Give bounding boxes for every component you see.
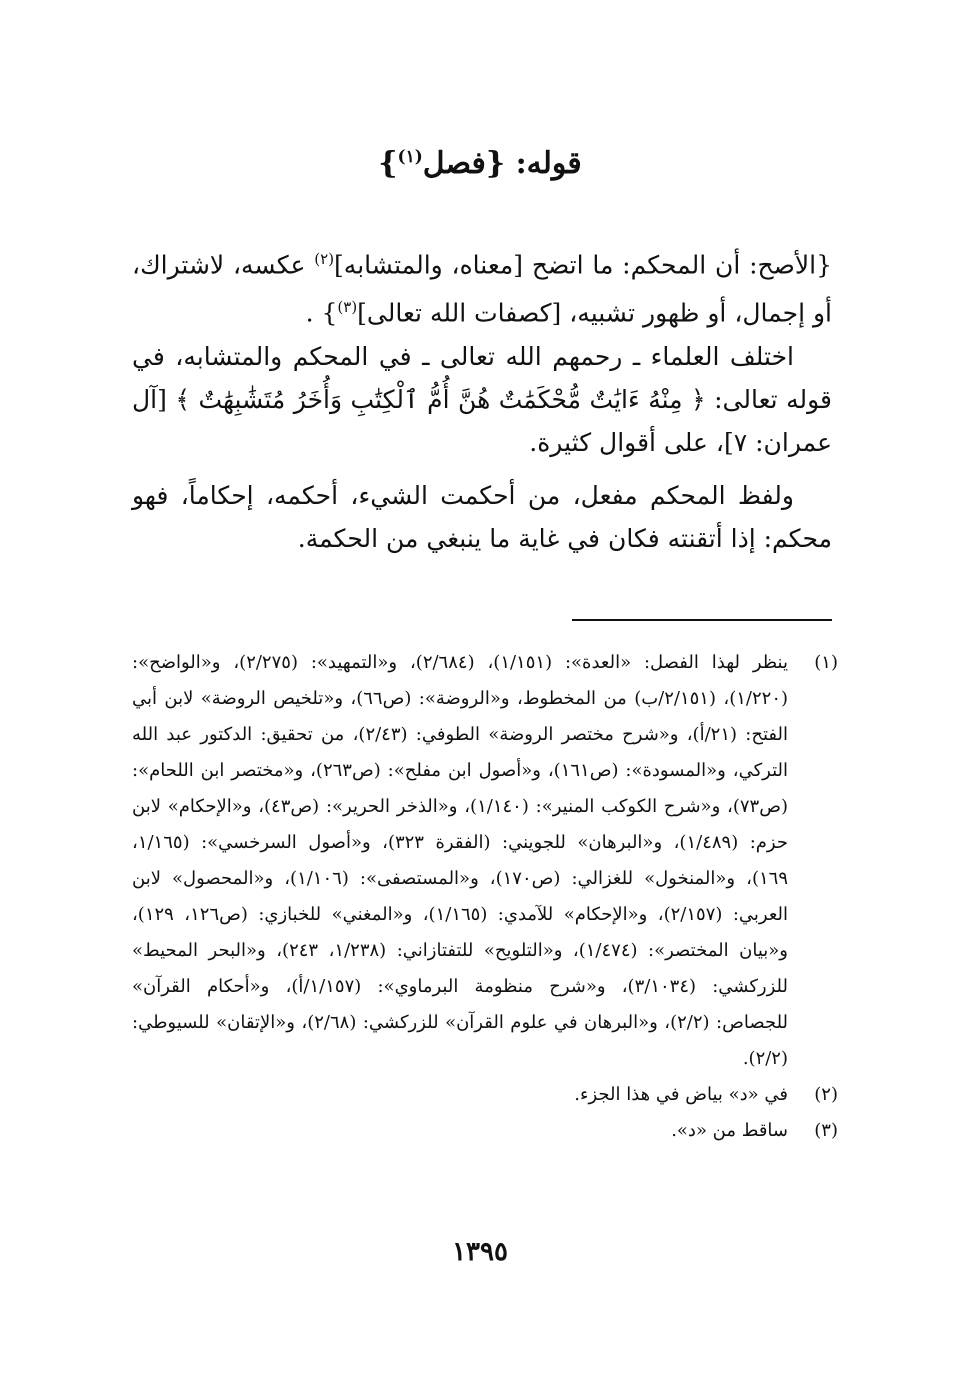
matn-start: {الأصح: أن المحكم: ما اتضح [معناه، والمتشابه] — [334, 250, 832, 280]
heading-close-brace: } — [378, 146, 398, 181]
footnote-number: (٣) — [814, 1120, 838, 1141]
matn-paragraph — [132, 238, 832, 335]
footnote-text: في «د» بياض في هذا الجزء. — [574, 1084, 788, 1105]
section-heading — [0, 132, 960, 189]
footnote-2 — [132, 1077, 838, 1113]
heading-title: قوله: {فصل — [422, 146, 582, 181]
matn-end: } . — [305, 298, 338, 328]
commentary-paragraph-1: اختلف العلماء ـ رحمهم الله تعالى ـ في المحكم والمتشابه، في قوله تعالى: ﴿ مِنْهُ ءَايَٰتٌ مُّحْكَمَٰتٌ هُنَّ أُمُّ ٱلْكِتَٰبِ وَأُخَرُ مُتَشَٰبِهَٰتٌ ﴾ [آل عمران: ٧]، على أقوال كثيرة. — [132, 341, 832, 457]
commentary-paragraph-2: ولفظ المحكم مفعل، من أحكمت الشيء، أحكمه، إحكاماً، فهو محكم: إذا أتقنته فكان في غاية ما ينبغي من الحكمة. — [132, 480, 832, 553]
matn-middle: عكسه، لاشتراك، أو إجمال، أو ظهور تشبيه، [كصفات الله تعالى] — [132, 250, 832, 328]
footnote-text: ساقط من «د». — [671, 1120, 788, 1141]
footnote-number: (٢) — [814, 1084, 838, 1105]
footnote-text: ينظر لهذا الفصل: «العدة»: (١/١٥١)، (٢/٦٨٤)، و«التمهيد»: (٢/٢٧٥)، و«الواضح»: (١/٢٢٠)، (٢/١٥١/ب) من المخطوط، و«الروضة»: (ص٦٦)، و«تلخيص الروضة» لابن أبي الفتح: (٢١/أ)، و«شرح مختصر الروضة» الطوفي: (٢/٤٣)، من تحقيق: الدكتور عبد الله التركي، و«المسودة»: (ص١٦١)، و«أصول ابن مفلح»: (ص٢٦٣)، و«مختصر ابن اللحام»: (ص٧٣)، و«شرح الكوكب المنير»: (١/١٤٠)، و«الذخر الحرير»: (ص٤٣)، و«الإحكام» لابن حزم: (١/٤٨٩)، و«البرهان» للجويني: (الفقرة ٣٢٣)، و«أصول السرخسي»: (١/١٦٥، ١٦٩)، و«المنخول» للغزالي: (ص١٧٠)، و«المستصفى»: (١/١٠٦)، و«المحصول» لابن العربي: (٢/١٥٧)، و«الإحكام» للآمدي: (١/١٦٥)، و«المغني» للخبازي: (ص١٢٦، ١٢٩)، و«بيان المختصر»: (١/٤٧٤)، و«التلويح» للتفتازاني: (١/٢٣٨، ٢٤٣)، و«البحر المحيط» للزركشي: (٣/١٠٣٤)، و«شرح منظومة البرماوي»: (١/١٥٧/أ)، و«أحكام القرآن» للجصاص: (٢/٢)، و«البرهان في علوم القرآن» للزركشي: (٢/٦٨)، و«الإتقان» للسيوطي: (٢/٢). — [132, 652, 789, 1069]
footnote-ref-3[interactable]: (٣) — [337, 298, 358, 317]
page-number: ١٣٩٥ — [452, 1237, 508, 1267]
heading-footnote-ref[interactable]: (١) — [397, 147, 423, 167]
footnote-1 — [132, 645, 838, 1077]
footnote-number: (١) — [814, 652, 838, 673]
footnote-3 — [132, 1113, 838, 1149]
footnotes — [132, 645, 838, 1149]
footnote-separator — [572, 619, 832, 621]
main-text — [132, 238, 832, 560]
footnote-ref-2[interactable]: (٢) — [314, 250, 335, 268]
